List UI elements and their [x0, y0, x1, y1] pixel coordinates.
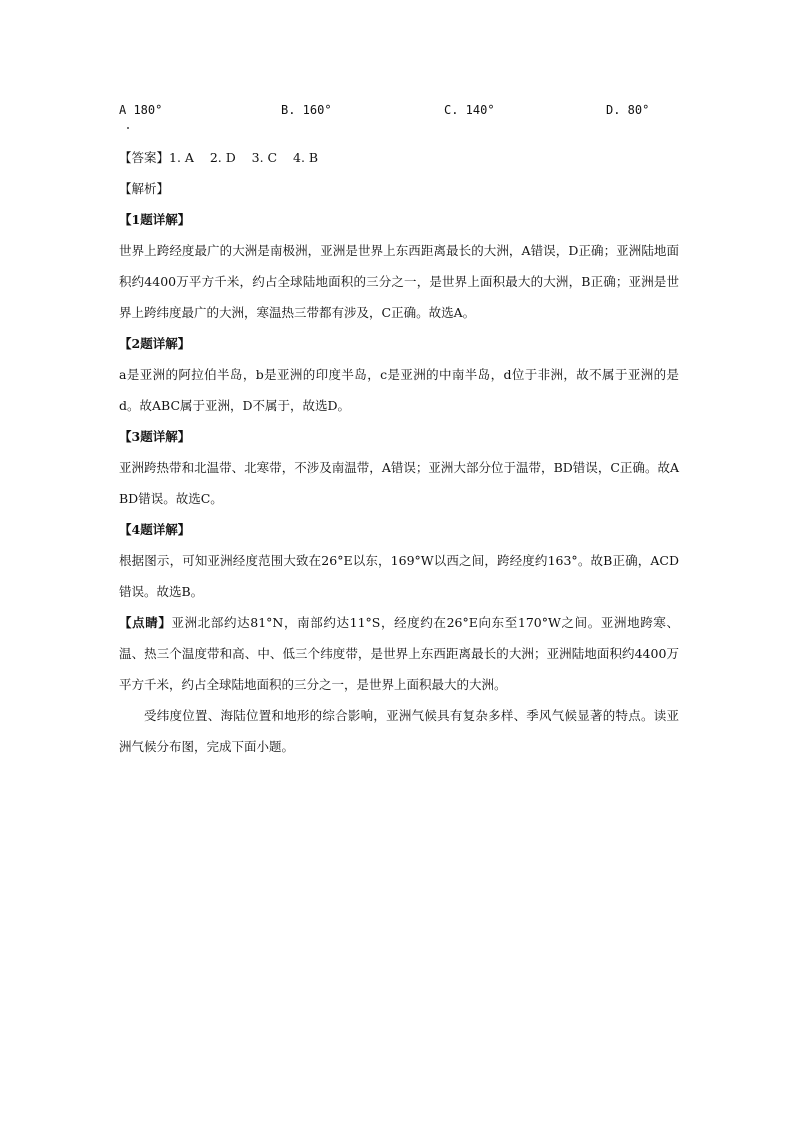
answer-label: 【答案】 [119, 150, 170, 165]
answer-options-row [119, 103, 679, 125]
tip-text: 亚洲北部约达81°N，南部约达11°S，经度约在26°E向东至170°W之间。亚洲地跨寒、温、热三个温度带和高、中、低三个纬度带，是世界上东西距离最长的大洲；亚洲陆地面积约4400万平方千米，约占全球陆地面积的三分之一，是世界上面积最大的大洲。 [119, 615, 679, 692]
q4-text: 根据图示，可知亚洲经度范围大致在26°E以东，169°W以西之间，跨经度约163°。故B正确，ACD错误。故选B。 [119, 553, 679, 599]
intro-paragraph: 受纬度位置、海陆位置和地形的综合影响，亚洲气候具有复杂多样、季风气候显著的特点。读亚洲气候分布图，完成下面小题。 [119, 708, 679, 754]
analysis-label: 【解析】 [119, 181, 170, 196]
answer-line [119, 142, 679, 173]
option-d: D. 80° [606, 103, 650, 117]
tip-paragraph [119, 607, 679, 700]
q3-heading: 【3题详解】 [119, 429, 191, 444]
q2-text: a是亚洲的阿拉伯半岛，b是亚洲的印度半岛，c是亚洲的中南半岛，d位于非洲，故不属于亚洲的是d。故ABC属于亚洲，D不属于，故选D。 [119, 367, 679, 413]
q1-text: 世界上跨经度最广的大洲是南极洲，亚洲是世界上东西距离最长的大洲，A错误，D正确；亚洲陆地面积约4400万平方千米，约占全球陆地面积的三分之一，是世界上面积最大的大洲，B正确；亚洲是世界上跨纬度最广的大洲，寒温热三带都有涉及，C正确。故选A。 [119, 243, 679, 320]
tip-label: 【点睛】 [119, 615, 172, 630]
solution-content [119, 142, 679, 762]
option-a: A 180° [119, 103, 163, 117]
q1-heading: 【1题详解】 [119, 212, 191, 227]
option-b: B. 160° [281, 103, 332, 117]
q4-heading: 【4题详解】 [119, 522, 191, 537]
stray-dot [127, 127, 129, 129]
q3-text: 亚洲跨热带和北温带、北寒带，不涉及南温带，A错误；亚洲大部分位于温带，BD错误，C正确。故ABD错误。故选C。 [119, 460, 679, 506]
option-c: C. 140° [444, 103, 495, 117]
q2-heading: 【2题详解】 [119, 336, 191, 351]
answer-items: 1. A 2. D 3. C 4. B [169, 150, 319, 165]
